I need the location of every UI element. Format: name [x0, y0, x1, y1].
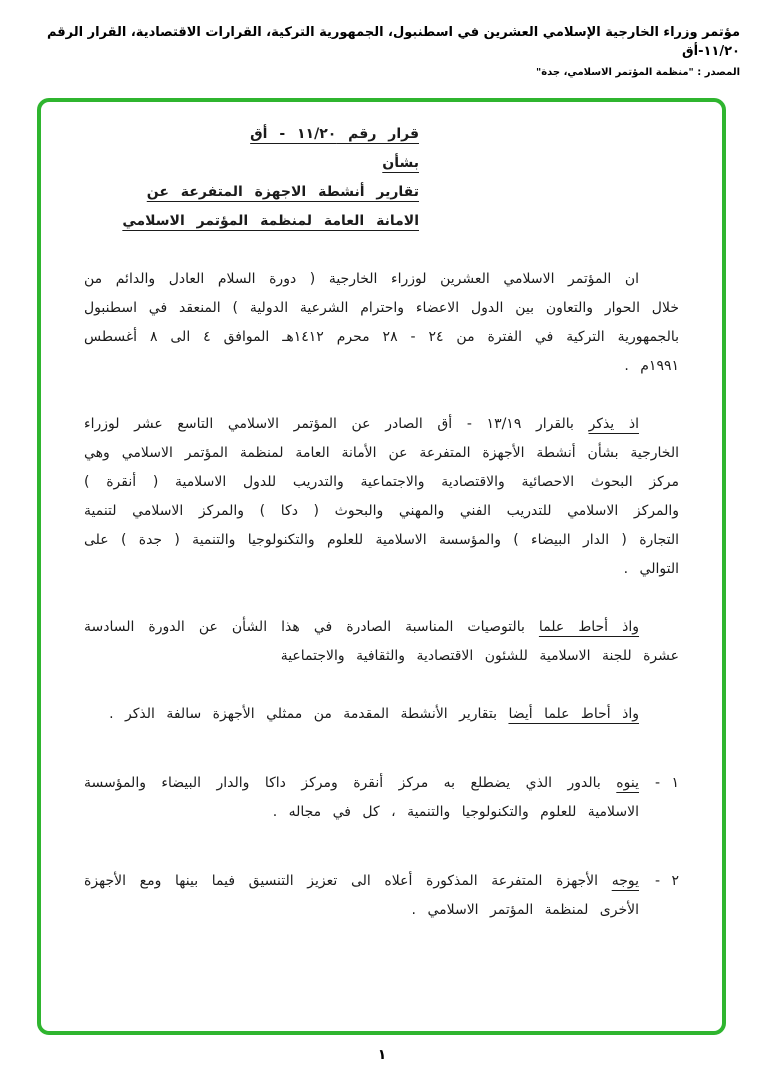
item-text	[84, 769, 645, 827]
paragraph-preamble	[84, 265, 679, 381]
paragraph-text: بتقارير الأنشطة المقدمة من ممثلي الأجهزة سالفة الذكر .	[109, 705, 509, 722]
item-number: ١ -	[654, 774, 679, 791]
numbered-item-1	[84, 769, 679, 827]
paragraph-lead: اذ يذكر	[588, 415, 639, 432]
page-number: ١	[377, 1046, 387, 1063]
document-header-title: مؤتمر وزراء الخارجية الإسلامي العشرين في اسطنبول، الجمهورية التركية، القرارات الاقتصادية، القرار الرقم ١١/٢٠-أق	[46, 25, 740, 59]
item-text	[84, 867, 645, 925]
resolution-regarding-line: بشأن	[382, 154, 419, 171]
resolution-heading	[84, 120, 419, 236]
paragraph-lead: واذ أحاط علما	[538, 618, 640, 635]
resolution-subject-line-2: الامانة العامة لمنظمة المؤتمر الاسلامي	[122, 212, 419, 229]
item-lead: يوجه	[611, 872, 639, 889]
item-body: الأجهزة المتفرعة المذكورة أعلاه الى تعزيز التنسيق فيما بينها ومع الأجهزة الأخرى لمنظمة المؤتمر الاسلامي .	[84, 872, 639, 918]
paragraph-lead: واذ أحاط علما أيضا	[508, 705, 639, 722]
document-frame	[37, 98, 726, 1035]
numbered-item-2	[84, 867, 679, 925]
resolution-number-line: قرار رقم ١١/٢٠ - أق	[250, 125, 419, 142]
paragraph-recalling	[84, 410, 679, 584]
paragraph-taking-note	[84, 613, 679, 671]
document-source-note: المصدر : "منظمة المؤتمر الاسلامي، جدة"	[535, 66, 740, 78]
paragraph-taking-note-also	[84, 700, 679, 729]
paragraph-text: بالقرار ١٣/١٩ - أق الصادر عن المؤتمر الاسلامي التاسع عشر لوزراء الخارجية بشأن أنشطة الأجهزة المتفرعة عن الأمانة العامة لمنظمة المؤتمر الاسلامي وهي مركز البحوث الاحصائية والاقتصادية والاجتماعية والتدريب للدول الاسلامية ( أنقرة ) والمركز الاسلامي للتدريب الفني والمهني والبحوث ( دكا ) والمركز الاسلامي لتنمية التجارة ( الدار البيضاء ) والمؤسسة الاسلامية للعلوم والتكنولوجيا والتنمية ( جدة ) على التوالي .	[84, 415, 679, 577]
paragraph-text: بالتوصيات المناسبة الصادرة في هذا الشأن عن الدورة السادسة عشرة للجنة الاسلامية للشئون الاقتصادية والثقافية والاجتماعية	[84, 618, 679, 664]
item-body: بالدور الذي يضطلع به مركز أنقرة ومركز داكا والدار البيضاء والمؤسسة الاسلامية للعلوم والتكنولوجيا والتنمية ، كل في مجاله .	[84, 774, 639, 820]
paragraph-text: ان المؤتمر الاسلامي العشرين لوزراء الخارجية ( دورة السلام العادل والدائم من خلال الحوار والتعاون بين الدول الاعضاء واحترام الشرعية الدولية ) المنعقد في اسطنبول بالجمهورية التركية في الفترة من ٢٤ - ٢٨ محرم ١٤١٢هـ الموافق ٤ الى ٨ أغسطس ١٩٩١م .	[84, 270, 680, 374]
item-lead: ينوه	[616, 774, 639, 791]
item-number: ٢ -	[654, 872, 679, 889]
resolution-subject-line-1: تقارير أنشطة الاجهزة المتفرعة عن	[146, 183, 419, 200]
